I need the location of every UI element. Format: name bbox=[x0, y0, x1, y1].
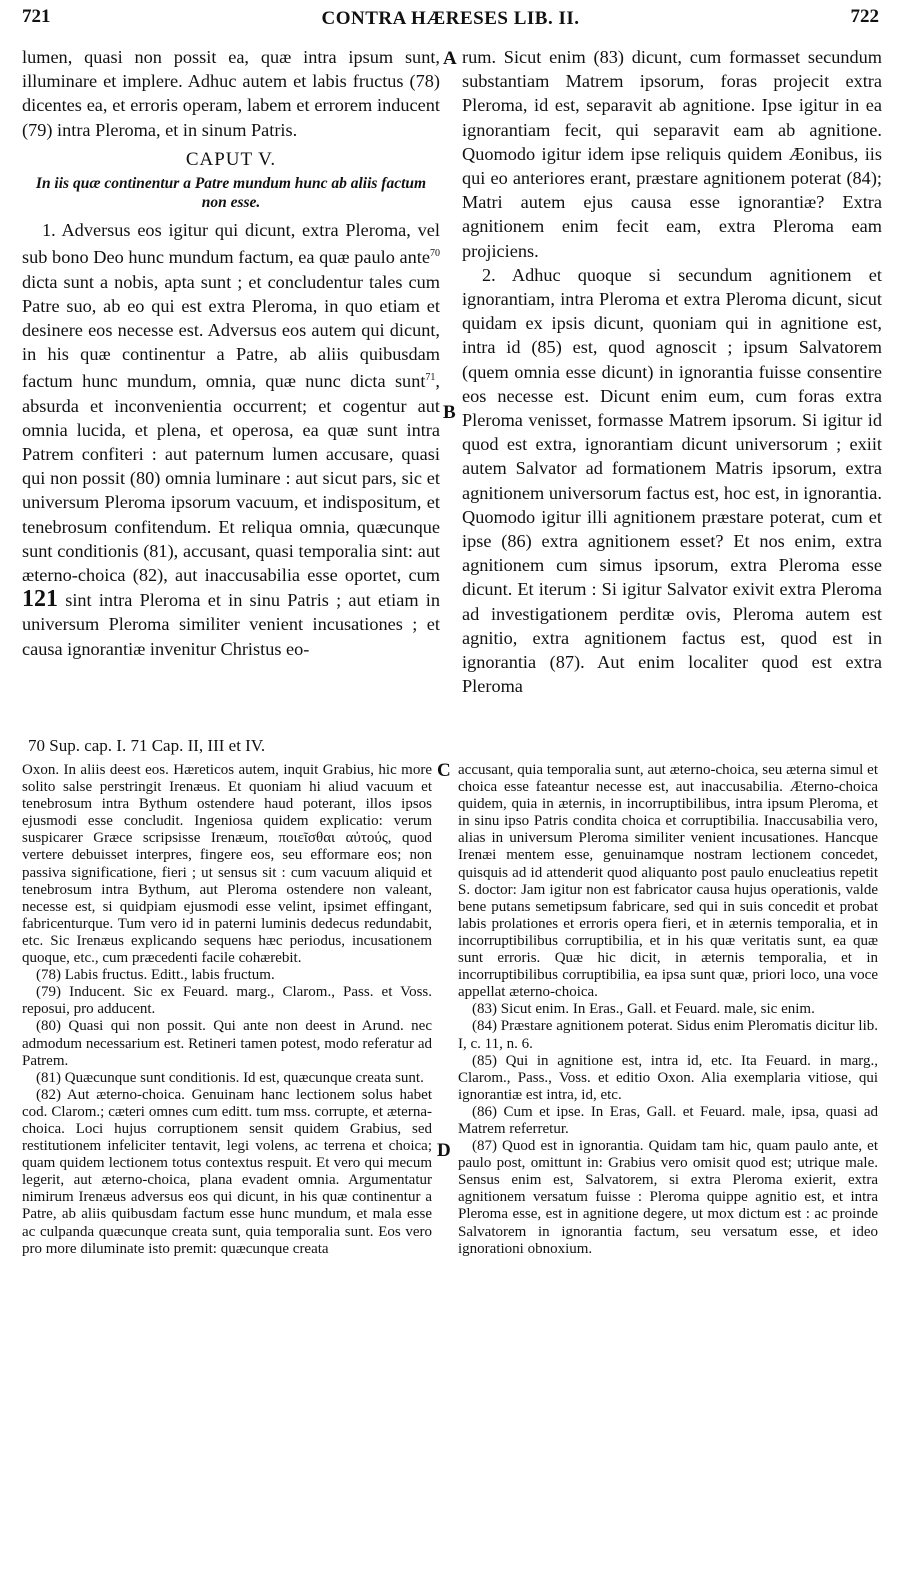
column-number: 121 bbox=[22, 586, 58, 613]
paragraph-text: , absurda et inconvenientia occurrent; et cogentur aut omnia lucida, et plena, et operosa, ea quæ sunt intra Patrem confiteri : aut paternum lumen accusare, quasi qui non possit (80) omnia luminare : aut sicut pars, sic et universum Pleroma ipsorum vacuum, et indispositum, et tenebrosum confitendum. Et reliqua omnia, quæcunque sunt conditionis (81), accusant, quasi temporalia sint: aut æterno-choica (82), aut inaccusabilia esse oportet, cum bbox=[22, 371, 440, 586]
margin-marker-a: A bbox=[443, 48, 457, 69]
note-78: (78) Labis fructus. Editt., labis fructum. bbox=[36, 967, 275, 984]
chapter-heading: CAPUT V. bbox=[185, 148, 277, 170]
notes-right-column bbox=[458, 762, 878, 1258]
note-79: (79) Inducent. Sic ex Feuard. marg., Clarom., Pass. et Voss. reposui, pro adducent. bbox=[22, 984, 432, 1018]
note-81: (81) Quæcunque sunt conditionis. Id est, quæcunque creata sunt. bbox=[36, 1069, 424, 1086]
note-text: Oxon. In aliis deest eos. Hæreticos autem, inquit Grabius, hic more solito salse perstringit Irenæus. Et quoniam hi aliud vacuum et tenebrosum intra Bythum ostendere haud poterant, illos ipsos ejusmodi esse concludit. Ingeniosa quidem explicatio: verum suspicarer Græce scripsisse Irenæum, ποιεῖσθαι αὐτούς, quod vertere debuisset interpres, fingere eos, seu efformare eos; non passiva significatione, fieri ; ut sensus sit : cum vacuum aliquid et tenebrosum intra Bythum, aut Pleroma ostendere non valeant, necesse est, si quidpiam ejusmodi esse velint, ipsimet effingant, fabricenturque. Tum vero id in paterni luminis dedecus redundabit, etc. Sic Irenæus explicando sequens hæc periodus, incusationem quoque, etc., cum præcedenti facile cohærebit. bbox=[22, 762, 432, 967]
paragraph: lumen, quasi non possit ea, quæ intra ipsum sunt, illuminare et implere. Adhuc autem et labis fructus (78) dicentes ea, et erroris operam, labem et errorem inducent (79) intra Pleroma, et in sinum Patris. bbox=[22, 47, 440, 140]
note-87: (87) Quod est in ignorantia. Quidam tam hic, quam paulo ante, et paulo post, omittunt in: Grabius vero omisit quod est; utrique male. Sensus enim est, Salvatorem, si extra Pleroma exierit, extra agnitionem versatum fuisse : Pleroma quippe agnitio est, et intra Pleroma esse, est in agnitione degere, ut mox dictum est : ac proinde Salvatorem in ignorantia factum, seu versatum esse, et ideo ignorationi obnoxium. bbox=[458, 1138, 878, 1257]
margin-marker-d: D bbox=[437, 1140, 451, 1161]
paragraph: rum. Sicut enim (83) dicunt, cum formasset secundum substantiam Matrem ipsorum, foras projecit extra Pleroma, id est, separavit ab agnitione. Ipse igitur in ea ignorantiam fecit, qui separavit eam ab agnitione. Quomodo igitur idem ipse reliquis quidem Æonibus, iis qui eo anteriores erant, præstare agnitionem poterat (84); Matri autem ejus causa esse ignorantiæ? Extra agnitionem enim fecit eam, extra Pleroma eam projiciens. bbox=[462, 47, 882, 261]
page-number-left: 721 bbox=[22, 6, 51, 27]
paragraph-text: dicta sunt a nobis, apta sunt ; et concludentur tales cum Patre suo, ab eo qui est extra Pleroma, in quo etiam et desinere eos necesse est. Adversus eos autem qui dicunt, in his quæ continentur a Patre, ab aliis quibusdam factum hunc mundum, omnia, quæ nunc dicta sunt bbox=[22, 271, 440, 392]
paragraph: 2. Adhuc quoque si secundum agnitionem et ignorantiam, intra Pleroma et extra Pleroma dicunt, sicut quidam ex ipsis dicunt, quoniam qui in agnitione est, intra id (85) est, quod agnoscit ; ipsum Salvatorem (quem omnia esse dicunt) in ignorantia fuisse consentire eos necesse est. Dicunt enim eum, cum foras extra Pleroma venisset, formasse Matrem ipsorum. Si igitur id quod est extra, ignorantiam dicunt universorum ; exiit autem Salvator ad formationem Matris ipsorum, extra agnitionem universorum factus est, hoc est, in ignorantia. Quomodo igitur illi agnitionem præstare poterat, cum et ipse (86) extra agnitionem esset? Et nos enim, extra agnitionem cum simus ipsorum, extra Pleroma esse dicunt. Et iterum : Si igitur Salvator exivit extra Pleroma ad investigationem perditæ ovis, Pleroma autem est agnitio, extra agnitionem factus est, quod est in ignorantia (87). Aut enim localiter quod est extra Pleroma bbox=[462, 264, 882, 697]
note-text: accusant, quia temporalia sunt, aut æterno-choica, seu æterna simul et choica esse fateantur necesse est, aut inaccusabilia. Æterno-choica quidem, quia in æternis, in incorruptibilibus, intra ipsum Pleroma, et in sinu ipso Patris condita choica et corruptibilia. Inaccusabilia vero, alias in universum Pleroma similiter venient incusationes. Hancque Irenæi mentem esse, genuinamque nostram lectionem concedet, quisquis ad id attenderit quod aliquanto post paulo enucleatius repetit S. doctor: Jam igitur non est fabricator causa hujus operationis, valde bene putans semetipsum fabricare, sed qui in suis concedit et probat labis prolationes et erroris opera fieri, et in æternis temporalia, et in incorruptibilibus corruptibilia, et in his quæ veritatis sunt, ea quæ sunt erroris. Quæ hic dicit, in æternis temporalia, et in incorruptibilibus corruptibilia, ea ipsa sunt quæ, priori loco, una voce appellat æterno-choica. bbox=[458, 762, 878, 1001]
running-title: CONTRA HÆRESES LIB. II. bbox=[321, 8, 580, 29]
paragraph-text: 1. Adversus eos igitur qui dicunt, extra Pleroma, vel sub bono Deo hunc mundum factum, ea quæ paulo ante bbox=[22, 220, 440, 268]
chapter-subtitle: In iis quæ continentur a Patre mundum hunc ab aliis factum non esse. bbox=[35, 175, 427, 212]
footnote-ref: 70 bbox=[430, 248, 440, 260]
page-number-right: 722 bbox=[850, 6, 879, 27]
paragraph-text: sint intra Pleroma et in sinu Patris ; aut etiam in universum Pleroma similiter venient incusationes ; et causa ignorantiæ invenitur Christus eo- bbox=[22, 590, 440, 659]
main-text-left-column bbox=[22, 45, 440, 661]
main-text-right-column bbox=[462, 45, 882, 698]
note-83: (83) Sicut enim. In Eras., Gall. et Feuard. male, sic enim. bbox=[472, 1001, 815, 1018]
notes-left-column bbox=[22, 762, 432, 1258]
paragraph bbox=[22, 218, 440, 661]
note-86: (86) Cum et ipse. In Eras, Gall. et Feuard. male, ipsa, quasi ad Matrem referretur. bbox=[458, 1103, 878, 1137]
running-header bbox=[22, 6, 879, 36]
margin-marker-b: B bbox=[443, 402, 456, 423]
margin-marker-c: C bbox=[437, 760, 451, 781]
note-82: (82) Aut æterno-choica. Genuinam hanc lectionem solus habet cod. Clarom.; cæteri omnes cum editt. tum mss. corrupte, et æterna-choica. Loci hujus corruptionem sensit quidem Grabius, sed restitutionem infeliciter tentavit, legi volens, ac terrena et choica; quam quidem lectionem totus contextus respuit. Et vero qui mecum legerit, aut æterno-choica, plana evadent omnia. Argumentatur nimirum Irenæus adversus eos qui dicunt, in his quæ continentur a Patre, ab aliis quibusdam factum esse hunc mundum, et mala esse ac culpanda quæcunque creata sunt, quia temporalia sunt. Eos vero pro more diluminate isto premit: quæcunque creata bbox=[22, 1086, 432, 1257]
footnote-references: 70 Sup. cap. I. 71 Cap. II, III et IV. bbox=[28, 736, 266, 755]
note-84: (84) Præstare agnitionem poterat. Sidus enim Pleromatis dicitur lib. I, c. 11, n. 6. bbox=[458, 1018, 878, 1052]
note-80: (80) Quasi qui non possit. Qui ante non deest in Arund. nec admodum necessarium est. Retineri tamen potest, modo referatur ad Patrem. bbox=[22, 1018, 432, 1069]
footnote-ref: 71 bbox=[425, 372, 436, 384]
note-85: (85) Qui in agnitione est, intra id, etc. Ita Feuard. in marg., Clarom., Pass., Voss. et editio Oxon. Alia exemplaria vitiose, qui ignorantiæ est intra, id, etc. bbox=[458, 1052, 878, 1103]
